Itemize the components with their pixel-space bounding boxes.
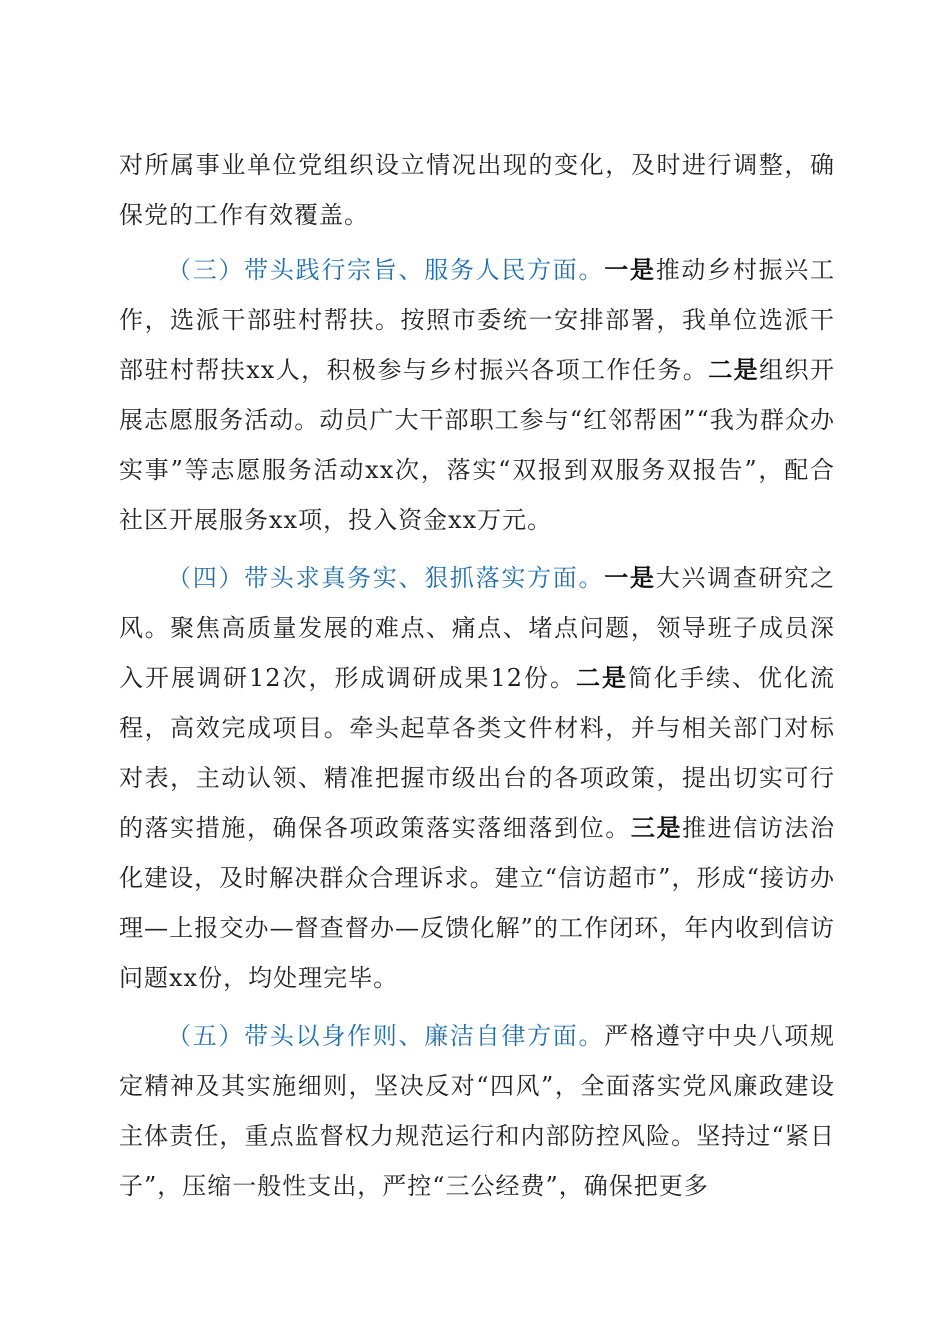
paragraph-text: 严格遵守中央八项规定精神及其实施细则，坚决反对“四风”，全面落实党风廉政建设主体责任，重点监督权力规范运行和内部防控风险。坚持过“紧日子”，压缩一般性支出，严控“三公经费”，确保把更多 [119,1022,836,1200]
paragraph-text: 推动乡村振兴工作，选派干部驻村帮扶。按照市委统一安排部署，我单位选派干部驻村帮扶xx人，积极参与乡村振兴各项工作任务。 [119,256,836,384]
document-body [119,140,835,1211]
paragraph-section-4 [119,553,835,1003]
paragraph-section-3 [119,245,835,545]
paragraph-text: 大兴调查研究之风。聚焦高质量发展的难点、痛点、堵点问题，领导班子成员深入开展调研12次，形成调研成果12份。 [119,564,836,692]
paragraph-section-5 [119,1011,835,1211]
paragraph-continuation [119,140,835,240]
paragraph-text: 推进信访法治化建设，及时解决群众合理诉求。建立“信访超市”，形成“接访办理—上报交办—督查督办—反馈化解”的工作闭环，年内收到信访问题xx份，均处理完毕。 [119,814,836,992]
section-heading-5: （五）带头以身作则、廉洁自律方面。 [167,1022,605,1050]
keyword-second: 二是 [708,355,760,384]
section-heading-3: （三）带头践行宗旨、服务人民方面。 [167,256,605,284]
keyword-first: 一是 [604,255,656,284]
keyword-third: 三是 [630,813,683,842]
paragraph-text: 组织开展志愿服务活动。动员广大干部职工参与“红邻帮困”“我为群众办实事”等志愿服务活动xx次，落实“双报到双服务双报告”，配合社区开展服务xx项，投入资金xx万元。 [119,356,836,534]
section-heading-4: （四）带头求真务实、狠抓落实方面。 [167,564,605,592]
paragraph-text: 简化手续、优化流程，高效完成项目。牵头起草各类文件材料，并与相关部门对标对表，主动认领、精准把握市级出台的各项政策，提出切实可行的落实措施，确保各项政策落实落细落到位。 [119,664,836,842]
keyword-first: 一是 [604,563,656,592]
keyword-second: 二是 [576,663,629,692]
paragraph-text: 对所属事业单位党组织设立情况出现的变化，及时进行调整，确保党的工作有效覆盖。 [119,151,835,229]
